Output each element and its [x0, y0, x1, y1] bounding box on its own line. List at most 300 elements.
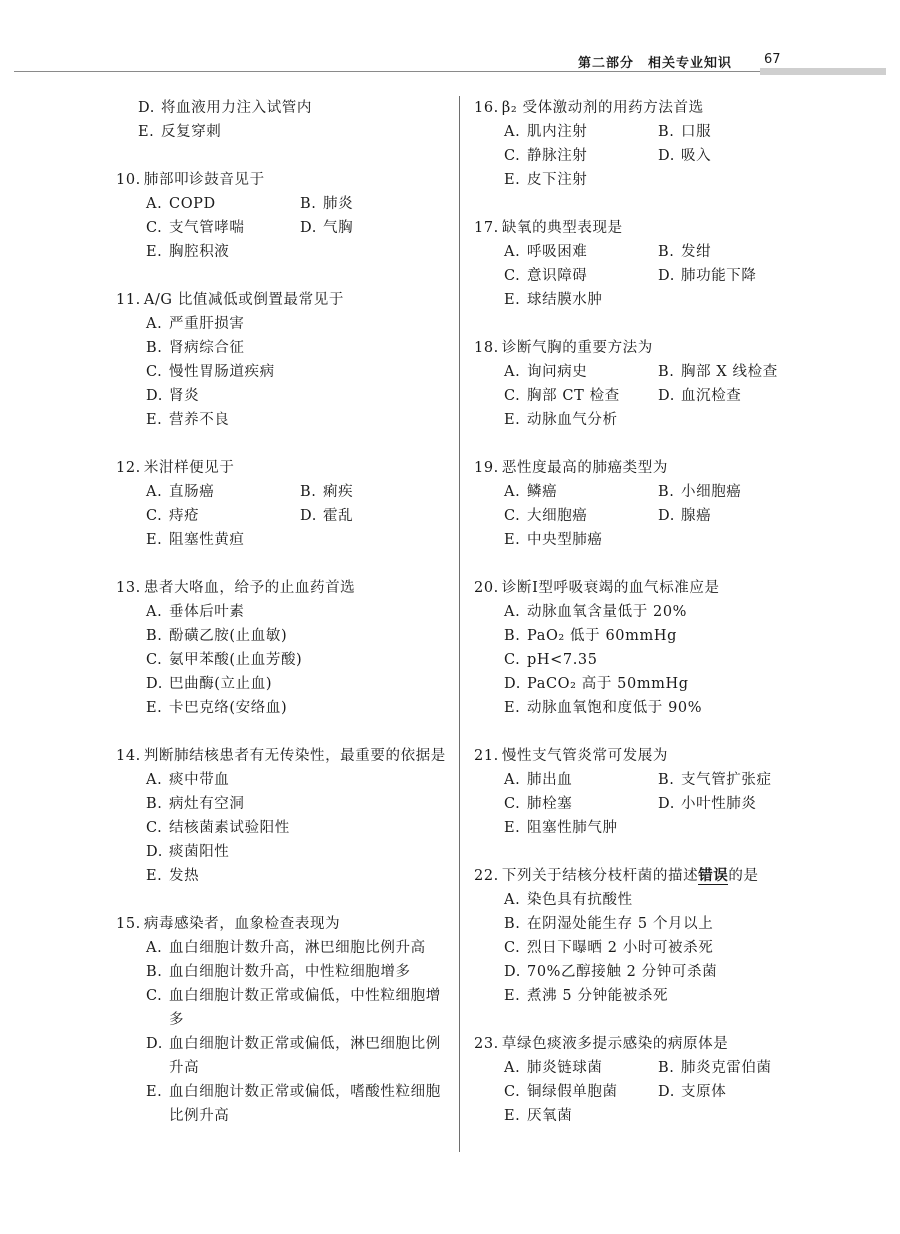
option-letter: C.	[146, 508, 163, 524]
option-text: 直肠癌	[169, 484, 215, 500]
option-list	[146, 480, 448, 552]
question-text	[502, 336, 794, 360]
option-letter: D.	[300, 508, 317, 524]
answer-option	[504, 1104, 658, 1128]
option-text: 厌氧菌	[527, 1108, 573, 1124]
answer-option	[658, 120, 808, 144]
stem-text: 诊断气胸的重要方法为	[501, 340, 653, 356]
answer-option	[504, 984, 794, 1008]
option-letter: C.	[504, 1084, 521, 1100]
answer-option	[300, 216, 450, 240]
option-text: 血白细胞计数正常或偏低，嗜酸性粒细胞比例升高	[169, 1084, 441, 1124]
question-text	[144, 576, 448, 600]
answer-option	[146, 960, 448, 984]
option-letter: A.	[146, 940, 163, 956]
answer-option	[504, 816, 658, 840]
stem-text: 草绿色痰液多提示感染的病原体是	[501, 1036, 729, 1052]
answer-option	[504, 624, 794, 648]
question-block	[474, 216, 794, 312]
option-text: PaCO₂ 高于 50mmHg	[527, 676, 689, 692]
question-number: 12.	[116, 460, 141, 476]
question-number: 21.	[474, 748, 499, 764]
option-letter: A.	[504, 1060, 521, 1076]
option-text: 小叶性肺炎	[681, 796, 757, 812]
option-letter: D.	[504, 964, 521, 980]
answer-option	[504, 120, 658, 144]
option-text: 肌内注射	[527, 124, 588, 140]
question-text	[502, 96, 794, 120]
option-list	[146, 936, 448, 1128]
option-text: 胸部 X 线检查	[681, 364, 778, 380]
answer-option	[146, 480, 300, 504]
stem-text: 肺部叩诊鼓音见于	[143, 172, 265, 188]
option-letter: D.	[658, 796, 675, 812]
stem-text: 缺氧的典型表现是	[501, 220, 623, 236]
question-number: 18.	[474, 340, 499, 356]
answer-option	[146, 816, 448, 840]
answer-option	[146, 1032, 448, 1080]
option-letter: D.	[658, 148, 675, 164]
question-stem	[116, 744, 448, 768]
option-letter: A.	[146, 196, 163, 212]
option-letter: B.	[504, 916, 521, 932]
option-letter: C.	[146, 988, 163, 1004]
option-text: COPD	[169, 196, 216, 212]
stem-text: 慢性支气管炎常可发展为	[501, 748, 668, 764]
option-letter: B.	[146, 796, 163, 812]
option-list	[504, 120, 794, 192]
answer-option	[146, 528, 300, 552]
question-stem	[116, 168, 448, 192]
question-number: 23.	[474, 1036, 499, 1052]
question-stem	[474, 456, 794, 480]
answer-option	[504, 528, 658, 552]
question-number: 16.	[474, 100, 499, 116]
question-block	[474, 744, 794, 840]
answer-option	[138, 96, 448, 120]
answer-option	[504, 240, 658, 264]
question-stem	[116, 288, 448, 312]
question-stem	[474, 576, 794, 600]
column-divider	[459, 96, 460, 1152]
option-letter: C.	[146, 652, 163, 668]
answer-option	[146, 624, 448, 648]
option-text: 巴曲酶(立止血)	[169, 676, 273, 692]
answer-option	[146, 336, 448, 360]
question-text	[144, 912, 448, 936]
option-letter: C.	[504, 388, 521, 404]
page-header	[0, 0, 900, 80]
page-number: 67	[764, 52, 781, 67]
question-number: 20.	[474, 580, 499, 596]
option-text: 血白细胞计数升高，中性粒细胞增多	[169, 964, 411, 980]
header-rule	[14, 71, 760, 72]
answer-option	[300, 192, 450, 216]
option-text: 痰中带血	[169, 772, 230, 788]
question-text	[502, 744, 794, 768]
answer-option	[504, 696, 794, 720]
question-text	[144, 168, 448, 192]
answer-option	[146, 504, 300, 528]
answer-option	[504, 648, 794, 672]
option-list	[504, 240, 794, 312]
option-letter: B.	[658, 244, 675, 260]
answer-option	[504, 264, 658, 288]
option-text: 静脉注射	[527, 148, 588, 164]
answer-option	[146, 984, 448, 1032]
question-number: 19.	[474, 460, 499, 476]
option-text: 痢疾	[323, 484, 354, 500]
question-text	[502, 216, 794, 240]
question-text	[144, 456, 448, 480]
question-block	[116, 168, 448, 264]
option-letter: B.	[658, 1060, 675, 1076]
option-letter: D.	[138, 100, 155, 116]
option-text: 支气管扩张症	[681, 772, 772, 788]
answer-option	[146, 312, 448, 336]
question-block	[474, 1032, 794, 1128]
option-text: 鳞癌	[527, 484, 558, 500]
option-letter: B.	[300, 196, 317, 212]
question-text	[502, 576, 794, 600]
option-text: 口服	[681, 124, 712, 140]
answer-option	[504, 504, 658, 528]
option-text: 阻塞性肺气肿	[527, 820, 618, 836]
option-letter: E.	[504, 412, 521, 428]
answer-option	[504, 168, 658, 192]
answer-option	[300, 480, 450, 504]
answer-option	[146, 672, 448, 696]
question-block	[116, 912, 448, 1128]
option-text: 霍乱	[323, 508, 354, 524]
question-stem	[474, 864, 794, 888]
question-text	[502, 1032, 794, 1056]
option-text: 球结膜水肿	[527, 292, 603, 308]
option-text: 大细胞癌	[527, 508, 588, 524]
option-letter: D.	[658, 388, 675, 404]
answer-option	[504, 360, 658, 384]
answer-option	[504, 408, 658, 432]
question-text	[502, 864, 794, 888]
question-stem	[116, 576, 448, 600]
answer-option	[146, 792, 448, 816]
option-text: 支原体	[681, 1084, 727, 1100]
option-letter: C.	[504, 652, 521, 668]
answer-option	[658, 1056, 808, 1080]
option-letter: A.	[504, 892, 521, 908]
answer-option	[504, 288, 658, 312]
answer-option	[146, 768, 448, 792]
option-list	[504, 888, 794, 1008]
option-letter: C.	[504, 796, 521, 812]
option-letter: D.	[300, 220, 317, 236]
option-letter: B.	[300, 484, 317, 500]
option-letter: A.	[504, 484, 521, 500]
answer-option	[146, 192, 300, 216]
option-text: 将血液用力注入试管内	[161, 100, 312, 116]
option-letter: C.	[146, 220, 163, 236]
option-text: 血白细胞计数正常或偏低，中性粒细胞增多	[169, 988, 441, 1028]
answer-option	[658, 480, 808, 504]
answer-option	[504, 384, 658, 408]
option-text: 皮下注射	[527, 172, 588, 188]
option-list	[504, 360, 794, 432]
answer-option	[504, 480, 658, 504]
answer-option	[146, 216, 300, 240]
option-text: 煮沸 5 分钟能被杀死	[527, 988, 669, 1004]
option-text: 小细胞癌	[681, 484, 742, 500]
option-letter: D.	[146, 844, 163, 860]
option-letter: E.	[504, 292, 521, 308]
section-title: 第二部分 相关专业知识	[578, 56, 733, 71]
question-stem	[474, 744, 794, 768]
answer-option	[138, 120, 448, 144]
question-number: 10.	[116, 172, 141, 188]
option-text: 病灶有空洞	[169, 796, 245, 812]
option-list	[146, 600, 448, 720]
option-text: 肺栓塞	[527, 796, 573, 812]
option-letter: B.	[146, 964, 163, 980]
option-text: 肺功能下降	[681, 268, 757, 284]
answer-option	[504, 1080, 658, 1104]
question-block	[116, 288, 448, 432]
option-text: 动脉血气分析	[527, 412, 618, 428]
option-text: 70%乙醇接触 2 分钟可杀菌	[527, 964, 718, 980]
option-text: 痰菌阳性	[169, 844, 230, 860]
question-number: 22.	[474, 868, 499, 884]
option-text: 在阴湿处能生存 5 个月以上	[527, 916, 714, 932]
question-stem	[474, 1032, 794, 1056]
option-text: 腺癌	[681, 508, 712, 524]
option-text: 意识障碍	[527, 268, 588, 284]
answer-option	[146, 696, 448, 720]
question-number: 15.	[116, 916, 141, 932]
option-letter: C.	[504, 940, 521, 956]
option-letter: C.	[504, 148, 521, 164]
stem-text: A/G 比值减低或倒置最常见于	[143, 292, 344, 308]
option-letter: E.	[504, 700, 521, 716]
option-letter: D.	[146, 388, 163, 404]
stem-text: β₂ 受体激动剂的用药方法首选	[501, 100, 704, 116]
option-text: 动脉血氧含量低于 20%	[527, 604, 688, 620]
question-text	[502, 456, 794, 480]
question-block	[474, 864, 794, 1008]
option-text: 血沉检查	[681, 388, 742, 404]
question-number: 13.	[116, 580, 141, 596]
answer-option	[658, 384, 808, 408]
option-text: 严重肝损害	[169, 316, 245, 332]
option-text: 卡巴克络(安络血)	[169, 700, 288, 716]
option-letter: E.	[146, 1084, 163, 1100]
answer-option	[146, 384, 448, 408]
option-letter: D.	[658, 268, 675, 284]
question-continuation	[116, 96, 448, 144]
answer-option	[146, 936, 448, 960]
option-letter: D.	[146, 676, 163, 692]
option-letter: A.	[504, 772, 521, 788]
option-letter: A.	[146, 772, 163, 788]
option-letter: A.	[504, 604, 521, 620]
option-text: 支气管哮喘	[169, 220, 245, 236]
answer-option	[504, 768, 658, 792]
question-block	[474, 96, 794, 192]
left-column	[116, 96, 448, 1152]
option-text: 肺炎链球菌	[527, 1060, 603, 1076]
answer-option	[146, 1080, 448, 1128]
option-text: 呼吸困难	[527, 244, 588, 260]
answer-option	[504, 912, 794, 936]
option-letter: E.	[146, 868, 163, 884]
question-number: 14.	[116, 748, 141, 764]
option-letter: C.	[146, 820, 163, 836]
option-letter: A.	[504, 124, 521, 140]
option-list	[504, 600, 794, 720]
option-text: 吸入	[681, 148, 712, 164]
option-letter: A.	[146, 316, 163, 332]
answer-option	[146, 360, 448, 384]
option-text: 发绀	[681, 244, 712, 260]
question-block	[116, 744, 448, 888]
right-column	[474, 96, 794, 1152]
option-letter: A.	[504, 244, 521, 260]
option-list	[146, 312, 448, 432]
option-text: 铜绿假单胞菌	[527, 1084, 618, 1100]
option-text: 动脉血氧饱和度低于 90%	[527, 700, 703, 716]
option-letter: D.	[658, 508, 675, 524]
option-text: 烈日下曝晒 2 小时可被杀死	[527, 940, 714, 956]
option-text: 染色具有抗酸性	[527, 892, 633, 908]
stem-text: 诊断Ⅰ型呼吸衰竭的血气标准应是	[501, 580, 720, 596]
stem-text: 米泔样便见于	[143, 460, 235, 476]
option-text: pH<7.35	[527, 652, 598, 668]
answer-option	[504, 792, 658, 816]
option-text: 气胸	[323, 220, 354, 236]
answer-option	[658, 504, 808, 528]
option-letter: C.	[146, 364, 163, 380]
answer-option	[504, 144, 658, 168]
option-text: 询问病史	[527, 364, 588, 380]
option-letter: B.	[658, 484, 675, 500]
answer-option	[300, 504, 450, 528]
option-letter: E.	[504, 988, 521, 1004]
question-text	[144, 288, 448, 312]
option-text: 肺炎克雷伯菌	[681, 1060, 772, 1076]
option-letter: B.	[504, 628, 521, 644]
option-letter: A.	[504, 364, 521, 380]
option-letter: E.	[504, 1108, 521, 1124]
option-letter: A.	[146, 604, 163, 620]
question-block	[116, 576, 448, 720]
option-letter: C.	[504, 268, 521, 284]
answer-option	[658, 768, 808, 792]
answer-option	[146, 864, 448, 888]
question-block	[474, 336, 794, 432]
stem-text: 恶性度最高的肺癌类型为	[501, 460, 668, 476]
answer-option	[504, 600, 794, 624]
question-block	[474, 576, 794, 720]
option-letter: C.	[504, 508, 521, 524]
option-text: 中央型肺癌	[527, 532, 603, 548]
question-number: 17.	[474, 220, 499, 236]
question-block	[474, 456, 794, 552]
header-bar	[760, 68, 886, 75]
question-text	[144, 744, 448, 768]
answer-option	[658, 240, 808, 264]
option-text: 反复穿刺	[161, 124, 222, 140]
option-letter: E.	[146, 700, 163, 716]
option-letter: D.	[658, 1084, 675, 1100]
stem-emphasis: 错误	[698, 867, 729, 884]
option-list	[138, 96, 448, 144]
option-text: 阻塞性黄疸	[169, 532, 245, 548]
option-letter: E.	[146, 532, 163, 548]
option-text: PaO₂ 低于 60mmHg	[527, 628, 677, 644]
answer-option	[146, 840, 448, 864]
option-text: 肾病综合征	[169, 340, 245, 356]
option-text: 血白细胞计数升高，淋巴细胞比例升高	[169, 940, 426, 956]
answer-option	[504, 960, 794, 984]
answer-option	[146, 600, 448, 624]
option-text: 痔疮	[169, 508, 200, 524]
option-text: 酚磺乙胺(止血敏)	[169, 628, 288, 644]
question-stem	[474, 216, 794, 240]
option-text: 慢性胃肠道疾病	[169, 364, 275, 380]
answer-option	[146, 240, 300, 264]
option-text: 结核菌素试验阳性	[169, 820, 290, 836]
stem-text: 判断肺结核患者有无传染性，最重要的依据是	[143, 748, 446, 764]
option-letter: E.	[504, 820, 521, 836]
option-text: 垂体后叶素	[169, 604, 245, 620]
option-letter: B.	[146, 340, 163, 356]
option-letter: B.	[146, 628, 163, 644]
answer-option	[658, 144, 808, 168]
option-list	[146, 192, 448, 264]
option-letter: B.	[658, 124, 675, 140]
option-text: 营养不良	[169, 412, 230, 428]
answer-option	[658, 360, 808, 384]
stem-text: 患者大咯血，给予的止血药首选	[143, 580, 356, 596]
stem-tail: 的是	[728, 868, 759, 884]
question-stem	[116, 456, 448, 480]
answer-option	[658, 264, 808, 288]
option-letter: B.	[658, 364, 675, 380]
option-text: 肾炎	[169, 388, 200, 404]
option-letter: E.	[138, 124, 155, 140]
question-block	[116, 456, 448, 552]
option-list	[504, 1056, 794, 1128]
stem-text: 病毒感染者，血象检查表现为	[143, 916, 341, 932]
option-letter: E.	[146, 412, 163, 428]
answer-option	[504, 936, 794, 960]
question-stem	[116, 912, 448, 936]
option-letter: D.	[504, 676, 521, 692]
option-text: 发热	[169, 868, 200, 884]
option-letter: B.	[658, 772, 675, 788]
answer-option	[504, 1056, 658, 1080]
answer-option	[658, 1080, 808, 1104]
answer-option	[504, 888, 794, 912]
answer-option	[146, 408, 448, 432]
question-stem	[474, 96, 794, 120]
option-text: 氨甲苯酸(止血芳酸)	[169, 652, 303, 668]
option-letter: A.	[146, 484, 163, 500]
option-text: 血白细胞计数正常或偏低，淋巴细胞比例升高	[169, 1036, 441, 1076]
option-text: 胸部 CT 检查	[527, 388, 620, 404]
option-text: 肺出血	[527, 772, 573, 788]
option-letter: E.	[146, 244, 163, 260]
option-letter: E.	[504, 172, 521, 188]
option-text: 胸腔积液	[169, 244, 230, 260]
